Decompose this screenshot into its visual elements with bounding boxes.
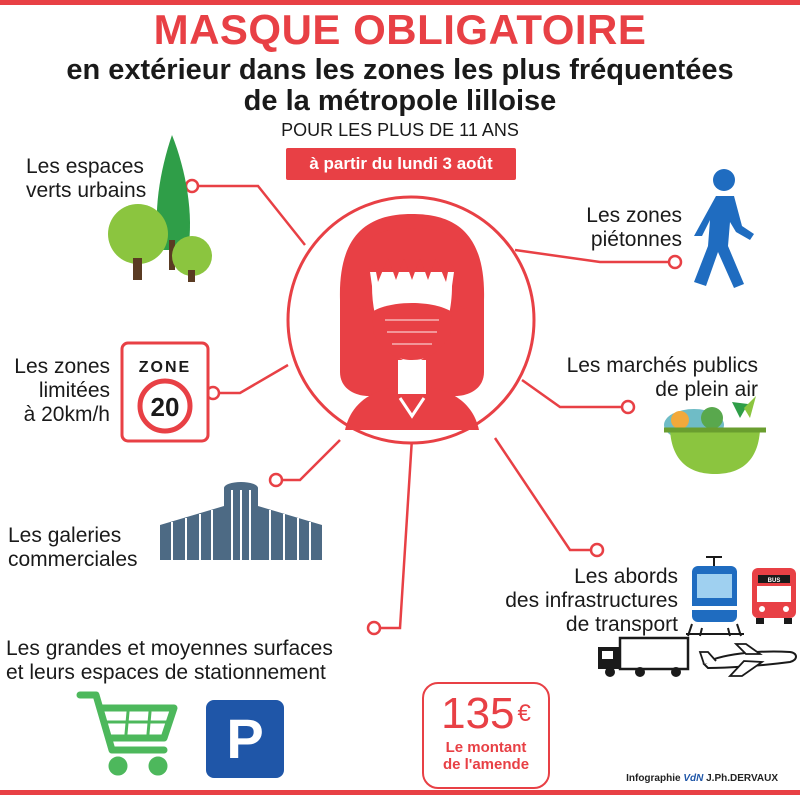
fine-label bbox=[424, 739, 548, 773]
connector-transport bbox=[495, 438, 597, 550]
shopping-mall-icon bbox=[160, 482, 322, 560]
dot-green-spaces bbox=[186, 180, 198, 192]
market-basket-icon bbox=[664, 396, 766, 474]
label-pedestrian bbox=[586, 204, 682, 252]
label-transport-line-3: de transport bbox=[565, 613, 678, 636]
fine-label-line-2: de l'amende bbox=[442, 756, 530, 773]
fine-label-line-1: Le montant bbox=[445, 739, 527, 756]
label-stores bbox=[6, 637, 333, 685]
page-title: MASQUE OBLIGATOIRE bbox=[153, 6, 647, 53]
bus-icon bbox=[752, 568, 796, 624]
zone-sign-text: ZONE bbox=[138, 359, 192, 376]
parking-icon bbox=[206, 700, 284, 778]
fine-currency: € bbox=[517, 700, 531, 727]
dot-transport bbox=[591, 544, 603, 556]
label-speed-zones-line-3: à 20km/h bbox=[23, 403, 110, 426]
label-speed-zones-line-1: Les zones bbox=[14, 355, 110, 378]
dot-stores bbox=[368, 622, 380, 634]
fine-amount-value: 135 bbox=[441, 689, 515, 738]
label-markets-line-2: de plein air bbox=[655, 378, 758, 401]
label-galleries bbox=[8, 524, 138, 572]
pedestrian-icon bbox=[694, 169, 754, 288]
dot-pedestrian bbox=[669, 256, 681, 268]
dot-markets bbox=[622, 401, 634, 413]
truck-icon bbox=[598, 638, 688, 677]
zone-20-sign-icon bbox=[122, 343, 208, 441]
label-pedestrian-line-2: piétonnes bbox=[590, 228, 682, 251]
connector-galleries bbox=[276, 440, 340, 480]
connector-stores bbox=[374, 438, 412, 628]
fine-box bbox=[422, 682, 550, 789]
label-transport-line-2: des infrastructures bbox=[505, 589, 678, 612]
label-markets-line-1: Les marchés publics bbox=[566, 354, 758, 377]
label-pedestrian-line-1: Les zones bbox=[586, 204, 682, 227]
credit-line bbox=[626, 773, 778, 784]
label-transport bbox=[505, 565, 678, 637]
credit-author: J.Ph.DERVAUX bbox=[706, 773, 778, 784]
airplane-icon bbox=[700, 644, 796, 676]
zone-sign-speed: 20 bbox=[150, 392, 180, 422]
connector-speed-zones bbox=[213, 365, 288, 393]
subtitle-line-1: en extérieur dans les zones les plus fréquentées bbox=[66, 54, 734, 86]
dot-galleries bbox=[270, 474, 282, 486]
label-green-spaces-line-2: verts urbains bbox=[26, 179, 147, 202]
label-stores-line-1: Les grandes et moyennes surfaces bbox=[6, 637, 333, 660]
label-speed-zones-line-2: limitées bbox=[38, 379, 110, 402]
subtitle-line-2: de la métropole lilloise bbox=[243, 85, 557, 117]
bottom-border bbox=[0, 790, 800, 795]
label-green-spaces-line-1: Les espaces bbox=[26, 155, 144, 178]
label-galleries-line-2: commerciales bbox=[8, 548, 138, 571]
age-notice: POUR LES PLUS DE 11 ANS bbox=[281, 120, 519, 140]
label-speed-zones bbox=[14, 355, 110, 427]
label-galleries-line-1: Les galeries bbox=[8, 524, 122, 547]
credit-prefix: Infographie bbox=[626, 773, 681, 784]
label-transport-line-1: Les abords bbox=[574, 565, 678, 588]
label-green-spaces bbox=[26, 155, 146, 203]
shopping-cart-icon bbox=[80, 695, 174, 772]
credit-brand-logo: VdN bbox=[683, 773, 704, 784]
tram-icon bbox=[686, 557, 744, 636]
connector-green-spaces bbox=[192, 186, 305, 245]
date-badge: à partir du lundi 3 août bbox=[286, 148, 516, 180]
parking-letter: P bbox=[226, 707, 264, 770]
label-markets bbox=[567, 354, 758, 402]
label-stores-line-2: et leurs espaces de stationnement bbox=[6, 661, 326, 684]
fine-amount bbox=[424, 689, 548, 738]
bus-sign-text: BUS bbox=[767, 578, 781, 584]
